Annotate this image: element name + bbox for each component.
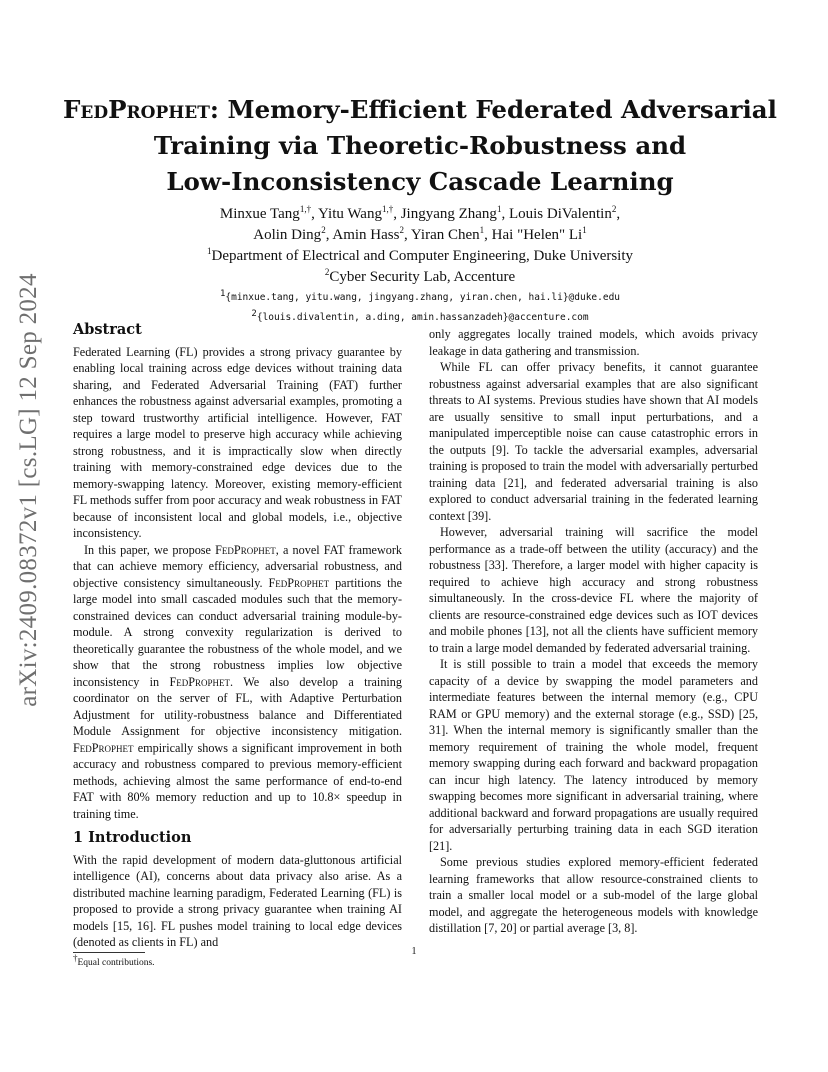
author-sup: 1 xyxy=(582,225,587,235)
title-line-3: Low-Inconsistency Cascade Learning xyxy=(166,167,674,196)
right-paragraph-1: While FL can offer privacy benefits, it cannot guarantee robustness against adversarial examples that are also significant threats to AI systems. Previous studies have shown that AI models are usually sensitive to small input perturbations, and a manipulated imperceptible noise can cause catastrophic errors in the outputs [9]. To tackle the adversarial examples, adversarial training is proposed to train the model with adversarially perturbed training data [21], and federated adversarial training is also explored to conduct adversarial training in the federated learning context [39]. xyxy=(429,360,758,523)
right-paragraph-0: only aggregates locally trained models, which avoids privacy leakage in data gathering and transmission. xyxy=(429,327,758,358)
author-name: Aolin Ding xyxy=(253,227,322,243)
framework-name-inline: FedProphet xyxy=(215,542,276,557)
author-name: Yiran Chen xyxy=(410,227,480,243)
author-name: Amin Hass xyxy=(332,227,400,243)
author-name: Minxue Tang xyxy=(219,206,300,222)
footnote xyxy=(73,953,155,969)
author-line-1: Minxue Tang$^{1,\dagger}$, Yitu Wang$^{1,\dagger}$, Jingyang Zhang$^1$, Louis DiValentin$^2$, xyxy=(219,204,621,222)
framework-name-inline: FedProphet xyxy=(268,575,330,590)
author-name: Yitu Wang xyxy=(318,206,382,222)
right-paragraph-2: However, adversarial training will sacrifice the model performance as a trade-off between the utility (accuracy) and the robustness [33]. Therefore, a larger model with higher capacity is required to achieve high accuracy and strong robustness simultaneously. In the cross-device FL where the majority of clients are resource-constrained edge devices such as IOT devices and mobile phones [13], not all the clients have sufficient memory to train a large model demanded by federated adversarial training. xyxy=(429,525,758,655)
abstract-paragraph-2: In this paper, we propose FedProphet, a novel FAT framework that can achieve memory efficiency, adversarial robustness, and objective consistency simultaneously. FedProphet partitions the large model into small cascaded modules such that the memory-constrained devices can conduct adversarial training module-by-module. A strong convexity regularization is derived to theoretically guarantee the robustness of the whole model, and we show that the strong robustness implies low objective inconsistency in FedProphet. We also develop a training coordinator on the server of FL, with Adaptive Perturbation Adjustment for utility-robustness balance and Differentiated Module Assignment for objective inconsistency mitigation. FedProphet empirically shows a significant improvement in both accuracy and robustness compared to previous memory-efficient methods, achieving almost the same performance of end-to-end FAT with 80% memory reduction and up to 10.8× speedup in training time. xyxy=(73,542,403,821)
affiliation-2 xyxy=(100,267,740,288)
affiliation-1 xyxy=(100,246,740,267)
title-line-2: Training via Theoretic-Robustness and xyxy=(153,131,687,160)
author-block xyxy=(100,204,740,328)
email-line-1 xyxy=(100,288,740,308)
author-sup: 1 xyxy=(479,225,485,235)
framework-name-inline: FedProphet xyxy=(169,674,231,689)
author-sup: 1 xyxy=(496,204,502,214)
author-line-2: Aolin Ding$^2$, Amin Hass$^2$, Yiran Chen$^1$, Hai "Helen" Li$^1$ xyxy=(253,225,587,243)
introduction-heading: 1 Introduction xyxy=(73,829,192,846)
affiliation-text: Department of Electrical and Computer Engineering, Duke University xyxy=(211,248,634,264)
arxiv-id-text: arXiv:2409.08372v1 [cs.LG] 12 Sep 2024 xyxy=(15,273,43,707)
footnote-text: Equal contributions. xyxy=(77,958,155,969)
paper-title xyxy=(60,92,780,200)
intro-paragraph-1: With the rapid development of modern data-gluttonous artificial intelligence (AI), concerns about data privacy also arise. As a distributed machine learning paradigm, Federated Learning (FL) is proposed to provide a strong privacy guarantee when training AI models [15, 16]. FL pushes model training to local edge devices (denoted as clients in FL) and xyxy=(73,852,402,949)
author-name: Jingyang Zhang xyxy=(400,206,497,222)
right-column xyxy=(429,326,758,937)
page-number: 1 xyxy=(411,946,417,957)
email-sup: 1 xyxy=(219,288,226,299)
affiliation-sup: 1 xyxy=(206,246,212,256)
author-sup: 2 xyxy=(399,225,404,235)
email-sup: 2 xyxy=(251,308,257,319)
affiliation-text: Cyber Security Lab, Accenture xyxy=(329,269,516,285)
title-framework-name: FedProphet xyxy=(63,95,210,124)
abstract-heading: Abstract xyxy=(73,321,142,338)
right-paragraph-3: It is still possible to train a model that exceeds the memory capacity of a device by swapping the model parameters and intermediate features between the internal memory (e.g., CPU RAM or GPU memory) and the external storage (e.g., SSD) [25, 31]. When the internal memory is significantly smaller than the memory requirement of training the whole model, frequent memory swapping during each forward and backward propagation can incur high latency. The latency introduced by memory swapping becomes more significant in adversarial training, where additional backward and forward propagations are usually required for adversarially perturbing training data in each SGD iteration [21]. xyxy=(429,657,758,853)
author-sup: 2 xyxy=(321,225,326,235)
right-paragraph-4: Some previous studies explored memory-efficient federated learning frameworks that allow resource-constrained clients to train a smaller local model or a sub-model of the large global model, and aggregate the heterogeneous models with knowledge distillation [7, 20] or partial average [3, 8]. xyxy=(429,855,758,935)
author-sup: 1,† xyxy=(381,204,394,214)
title-line-1-rest: : Memory-Efficient Federated Adversarial xyxy=(209,95,777,124)
author-sup: 1,† xyxy=(299,204,312,214)
title-line-1 xyxy=(60,92,780,128)
email-text: {louis.divalentin, a.ding, amin.hassanzadeh}@accenture.com xyxy=(256,312,589,323)
email-text: {minxue.tang, yitu.wang, jingyang.zhang, yiran.chen, hai.li}@duke.edu xyxy=(225,292,621,303)
footnote-sup: † xyxy=(73,953,78,963)
author-name: Louis DiValentin xyxy=(508,206,612,222)
left-column xyxy=(73,322,402,951)
author-name: Hai "Helen" Li xyxy=(491,227,583,243)
affiliation-sup: 2 xyxy=(324,267,330,277)
author-sup: 2 xyxy=(611,204,617,214)
abstract-paragraph-1: Federated Learning (FL) provides a strong privacy guarantee by enabling local training across edge devices without training data sharing, and Federated Adversarial Training (FAT) further enhances the robustness against adversarial examples, promoting a step toward trustworthy artificial intelligence. However, FAT requires a large model to preserve high accuracy while achieving strong robustness, and it is impractically slow when directly training with memory-constrained edge devices due to the memory-swapping latency. Moreover, existing memory-efficient FL methods suffer from poor accuracy and weak robustness in FAT because of inconsistent local and global models, i.e., objective inconsistency. xyxy=(73,344,402,540)
framework-name-inline: FedProphet xyxy=(73,740,134,755)
arxiv-identifier xyxy=(14,273,44,707)
